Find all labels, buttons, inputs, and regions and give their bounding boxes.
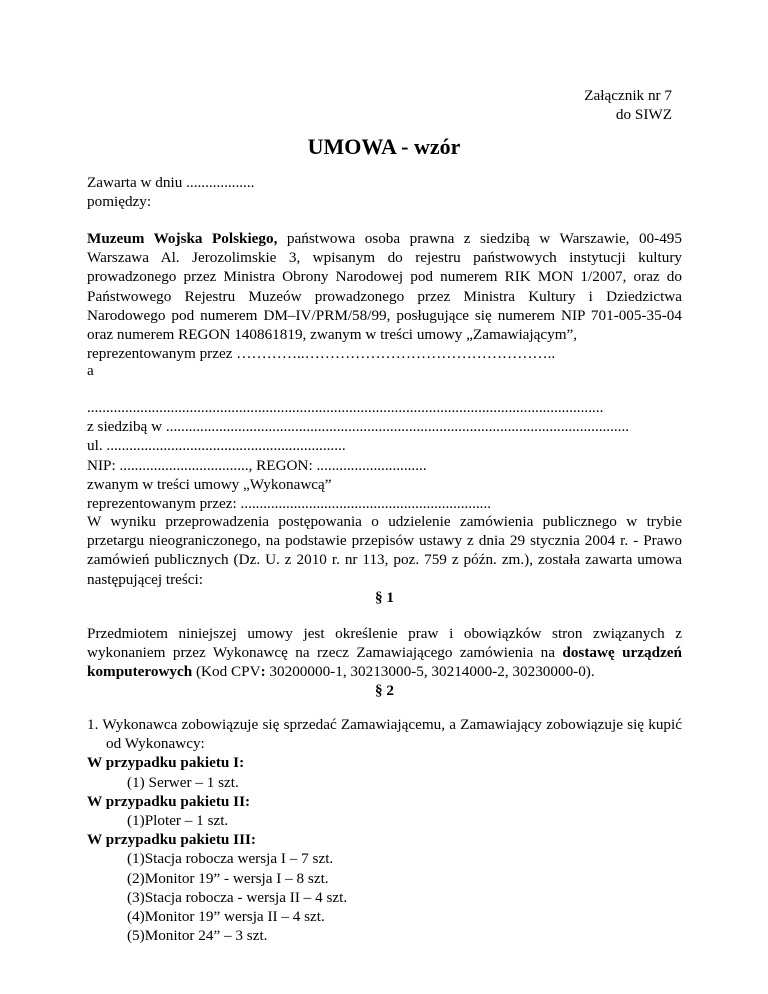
between-line: pomiędzy: <box>87 193 152 211</box>
party1-description <box>87 229 682 344</box>
party2-seat: z siedzibą w .......................................................................................................................... <box>87 418 630 436</box>
section1-subject: dostawę urządzeń komputerowych <box>87 644 682 681</box>
section2-heading: § 2 <box>375 682 394 699</box>
opening <box>87 173 682 211</box>
section1-body <box>87 624 682 682</box>
package3-item: (5)Monitor 24” – 3 szt. <box>127 927 268 945</box>
section1-text-a: Przedmiotem niniejszej umowy jest określenie praw i obowiązków stron związanych z wykonaniem przez Wykonawcę na rzecz Zamawiającego zamówienia na <box>87 625 682 662</box>
package3-item: (2)Monitor 19” - wersja I – 8 szt. <box>127 869 329 887</box>
package3-item: (3)Stacja robocza - wersja II – 4 szt. <box>127 888 348 906</box>
package1-item: (1) Serwer – 1 szt. <box>127 773 239 791</box>
attachment-note <box>584 86 672 124</box>
package1-label: W przypadku pakietu I: <box>87 754 245 772</box>
section1-cpv-codes: 30200000-1, 30213000-5, 30214000-2, 30230000-0). <box>265 663 595 681</box>
party2-called: zwanym w treści umowy „Wykonawcą” <box>87 475 332 493</box>
package2-item: (1)Ploter – 1 szt. <box>127 812 229 830</box>
section2-item1: 1. Wykonawca zobowiązuje się sprzedać Zamawiającemu, a Zamawiający zobowiązuje się kupić od Wykonawcy: <box>87 716 682 753</box>
intro-paragraph <box>87 512 682 589</box>
attachment-number: Załącznik nr 7 <box>584 87 672 104</box>
package3-item: (4)Monitor 19” wersja II – 4 szt. <box>127 908 325 926</box>
section1-text <box>87 624 682 682</box>
party2-nip-regon: NIP: .................................., REGON: ............................. <box>87 456 427 474</box>
package2-label: W przypadku pakietu II: <box>87 792 251 810</box>
section1-heading: § 1 <box>375 589 394 606</box>
section1-cpv-label: (Kod CPV <box>192 663 261 681</box>
party2-block <box>87 398 682 513</box>
party1-block <box>87 229 682 363</box>
and-word: a <box>87 362 94 379</box>
party2-name-dots: ........................................................................................................................................ <box>87 399 604 416</box>
package3-item: (1)Stacja robocza wersja I – 7 szt. <box>127 850 334 868</box>
contract-date-line: Zawarta w dniu .................. <box>87 174 255 191</box>
party2-street: ul. ............................................................... <box>87 437 346 455</box>
party2-represented: reprezentowanym przez: .................................................................. <box>87 495 492 513</box>
section2-body <box>87 715 682 945</box>
package3-label: W przypadku pakietu III: <box>87 831 256 849</box>
party1-name: Muzeum Wojska Polskiego, <box>87 230 278 247</box>
party1-represented: reprezentowanym przez …………..………………………………………….. <box>87 345 556 363</box>
intro-text: W wyniku przeprowadzenia postępowania o udzielenie zamówienia publicznego w trybie przetargu nieograniczonego, na podstawie przepisów ustawy z dnia 29 stycznia 2004 r. - Prawo zamówień publicznych (Dz. U. z 2010 r. nr 113, poz. 759 z późn. zm.), została zawarta umowa następującej treści: <box>87 513 682 588</box>
attachment-reference: do SIWZ <box>615 106 672 124</box>
document-title: UMOWA - wzór <box>307 134 461 159</box>
party1-text: państwowa osoba prawna z siedzibą w Warszawie, 00-495 Warszawa Al. Jerozolimskie 3, wpisanym do rejestru państwowych instytucji kultury prowadzonego przez Ministra Obrony Narodowej pod numerem RIK MON 1/2007, oraz do Państwowego Rejestru Muzeów prowadzonego przez Ministra Kultury i Dziedzictwa Narodowego pod numerem DM–IV/PRM/58/99, posługujące się numerem NIP 701-005-35-04 oraz numerem REGON 140861819, zwanym w treści umowy „Zamawiającym”, <box>87 230 682 344</box>
section1-colon: : <box>260 663 266 681</box>
